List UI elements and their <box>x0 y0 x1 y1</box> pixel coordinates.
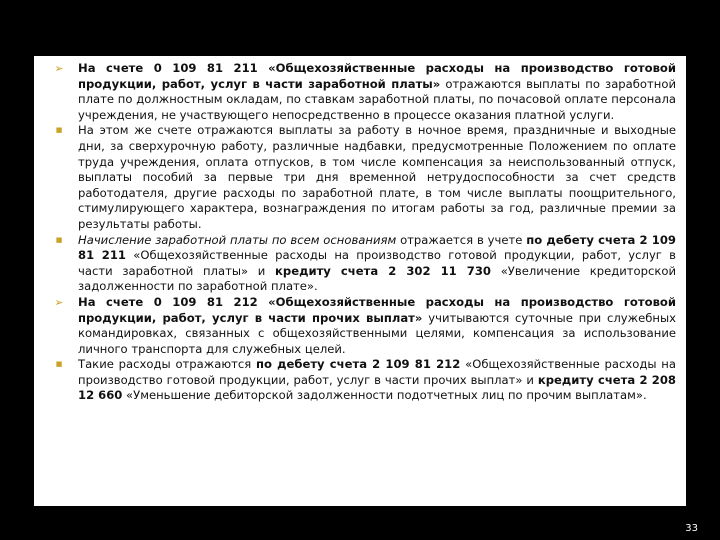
arrow-bullet-icon: ➢ <box>54 62 64 75</box>
bullet-item-3 <box>52 233 676 295</box>
bullet-item-2 <box>52 123 676 232</box>
bullet-5-text-1: Такие расходы отражаются <box>78 357 256 372</box>
bullet-3-bold-1: по дебету счета 2 109 81 211 <box>78 232 676 263</box>
bullet-5-text-3: «Уменьшение дебиторской задолженности подотчетных лиц по прочим выплатам». <box>122 388 647 403</box>
square-bullet-icon: ■ <box>55 235 63 244</box>
bullet-2-text: На этом же счете отражаются выплаты за работу в ночное время, праздничные и выходные дни, за сверхурочную работу, различные надбавки, предусмотренные Положением по оплате труда учреждения, оплата отпусков, в том числе компенсация за неиспользованный отпуск, выплаты пособий за первые три дня временной нетрудоспособности за счет средств работодателя, другие расходы по заработной плате, в том числе выплаты поощрительного, стимулирующего характера, вознаграждения по итогам работы за год, различные премии за результаты работы. <box>78 123 676 231</box>
bullet-4-bold-lead: На счете 0 109 81 212 «Общехозяйственные расходы на производство готовой продукции, работ, услуг в части прочих выплат» <box>78 294 676 325</box>
bullet-5-bold-1: по дебету счета 2 109 81 212 <box>256 357 461 372</box>
bullet-1-bold-lead: На счете 0 109 81 211 «Общехозяйственные расходы на производство готовой продукции, работ, услуг в части заработной платы» <box>78 61 676 91</box>
square-bullet-icon: ■ <box>55 126 63 135</box>
bullet-3-bold-2: кредиту счета 2 302 11 730 <box>275 263 491 278</box>
page-number: 33 <box>685 523 698 534</box>
bullet-3-text-3: «Увеличение кредиторской задолженности по заработной плате». <box>78 263 676 294</box>
slide-content-panel <box>34 56 686 506</box>
bullet-3-italic-lead: Начисление заработной платы по всем основаниям <box>78 232 397 247</box>
bullet-item-4 <box>52 295 676 357</box>
bullet-item-5 <box>52 357 676 404</box>
bullet-5-bold-2: кредиту счета 2 208 12 660 <box>78 372 676 403</box>
bullet-1-text: отражаются выплаты по заработной плате по должностным окладам, по ставкам заработной платы, по почасовой оплате персонала учреждения, не участвующего непосредственно в процессе оказания платной услуги. <box>78 76 676 122</box>
bullet-3-text-2: «Общехозяйственные расходы на производство готовой продукции, работ, услуг в части заработной платы» и <box>78 248 677 278</box>
bullet-item-1 <box>52 61 676 123</box>
bullet-3-text-1: отражается в учете <box>396 232 527 247</box>
bullet-4-text: учитываются суточные при служебных командировках, связанных с общехозяйственными целями, компенсация за использование личного транспорта для служебных целей. <box>78 310 676 356</box>
square-bullet-icon: ■ <box>55 360 63 369</box>
arrow-bullet-icon: ➢ <box>54 295 64 309</box>
bullet-5-text-2: «Общехозяйственные расходы на производство готовой продукции, работ, услуг в части прочих выплат» и <box>78 357 676 387</box>
